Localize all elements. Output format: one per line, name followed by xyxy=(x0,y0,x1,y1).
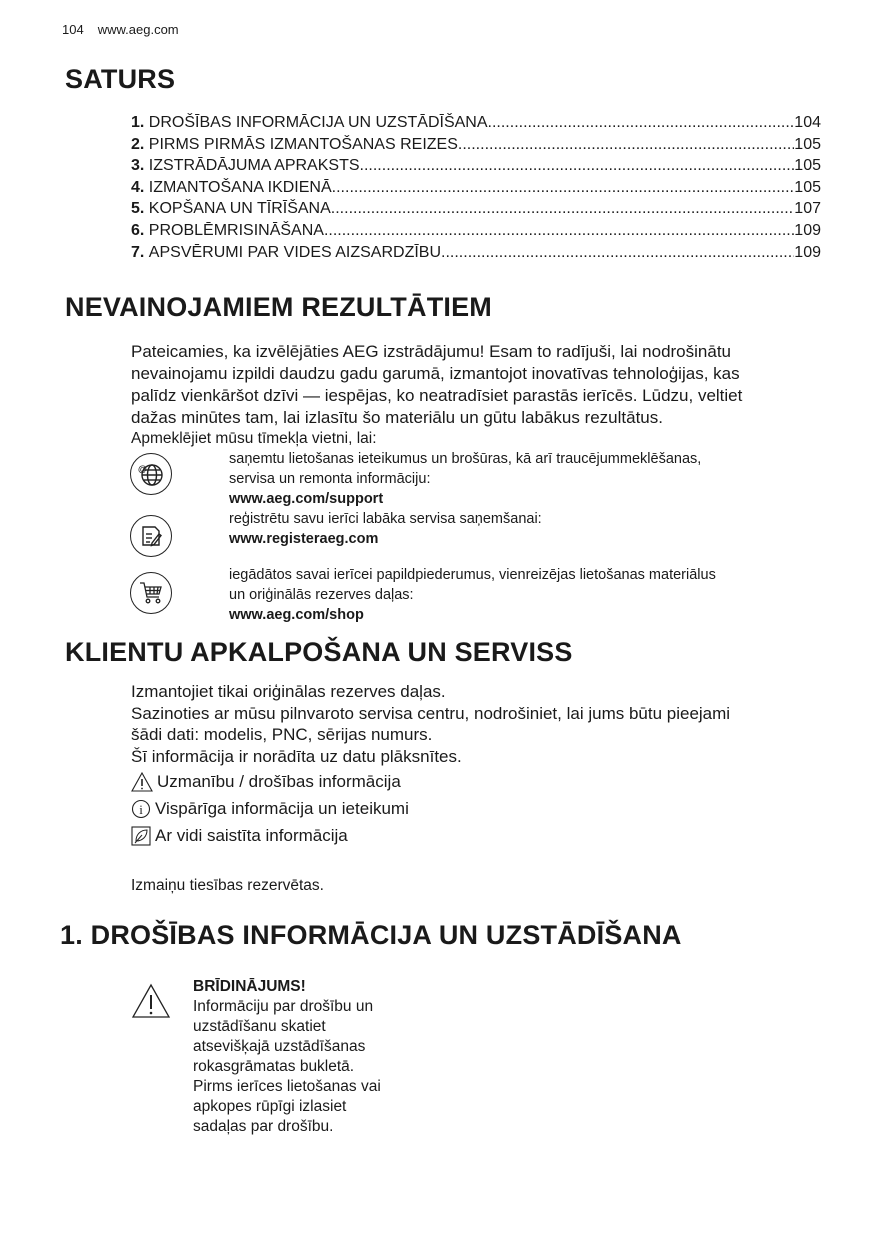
support-url-link[interactable]: www.aeg.com/support xyxy=(229,491,384,507)
text-line: nevainojamu izpildi daudzu gadu garumā, izmantojot inovatīvas tehnoloģijas, kas xyxy=(131,364,740,383)
warning-icon xyxy=(131,772,153,792)
text-line: Pateicamies, ka izvēlējāties AEG izstrādājumu! Esam to radījuši, lai nodrošinātu xyxy=(131,342,731,361)
warning-box xyxy=(193,977,381,1137)
text-line: Informāciju par drošību un xyxy=(193,998,374,1015)
page-number: 104 xyxy=(62,22,84,37)
warning-title: BRĪDINĀJUMS! xyxy=(193,978,306,995)
toc-page: 104 xyxy=(794,114,821,131)
text-line: Pirms ierīces lietošanas vai xyxy=(193,1078,381,1095)
toc-item[interactable] xyxy=(131,112,821,134)
svg-text:@: @ xyxy=(138,464,147,474)
toc-title: SATURS xyxy=(65,64,176,94)
toc-item[interactable] xyxy=(131,220,821,242)
svg-text:i: i xyxy=(139,801,143,817)
dot-leader xyxy=(441,242,794,264)
text-line: rokasgrāmatas bukletā. xyxy=(193,1058,355,1075)
globe-icon xyxy=(130,453,172,495)
page-header xyxy=(62,22,193,37)
text-line: saņemtu lietošanas ieteikumus un brošūras, kā arī traucējummeklēšanas, xyxy=(229,451,702,467)
site-url: www.aeg.com xyxy=(97,22,179,37)
toc-label: DROŠĪBAS INFORMĀCIJA UN UZSTĀDĪŠANA xyxy=(148,114,488,131)
toc-label: PROBLĒMRISINĀŠANA xyxy=(148,221,324,239)
text-line: servisa un remonta informāciju: xyxy=(229,471,431,487)
text-line: Izmantojiet tikai oriģinālas rezerves daļas. xyxy=(131,682,446,701)
toc-item[interactable] xyxy=(131,134,821,156)
note-text: Ar vidi saistīta informācija xyxy=(155,825,348,845)
toc-page: 105 xyxy=(794,157,821,175)
text-line: palīdz vienkāršot dzīvi — iespējas, ko neatradīsiet parastās ierīcēs. Lūdzu, veltiet xyxy=(131,386,743,405)
symbol-legend xyxy=(131,768,409,849)
text-line: šādi dati: modelis, PNC, sērijas numurs. xyxy=(131,725,433,744)
toc-number: 5. xyxy=(131,200,145,218)
results-intro xyxy=(131,341,742,449)
table-of-contents xyxy=(131,112,821,263)
text-line: iegādātos savai ierīcei papildpiederumus, vienreizējas lietošanas materiālus xyxy=(229,567,716,583)
toc-label: IZMANTOŠANA IKDIENĀ xyxy=(148,178,332,196)
note-text: Vispārīga informācija un ieteikumi xyxy=(155,798,409,818)
leaf-icon xyxy=(131,826,151,846)
text-line: reģistrētu savu ierīci labāka servisa saņemšanai: xyxy=(229,511,542,527)
toc-item[interactable] xyxy=(131,242,821,264)
info-icon xyxy=(131,799,151,819)
text-line: sadaļas par drošību. xyxy=(193,1118,334,1135)
text-line: Šī informācija ir norādīta uz datu plāksnītes. xyxy=(131,746,462,766)
toc-page: 105 xyxy=(794,178,821,196)
toc-page: 107 xyxy=(794,200,821,218)
toc-label: KOPŠANA UN TĪRĪŠANA xyxy=(148,200,331,218)
results-title: NEVAINOJAMIEM REZULTĀTIEM xyxy=(65,292,492,322)
dot-leader xyxy=(488,112,795,134)
toc-item[interactable] xyxy=(131,198,821,220)
dot-leader xyxy=(332,177,795,199)
dot-leader xyxy=(324,220,794,242)
text-line: dažas minūtes tam, lai izlasītu šo materiālu un gūtu labākus rezultātus. xyxy=(131,408,663,427)
text-line: uzstādīšanu skatiet xyxy=(193,1018,326,1035)
toc-number: 4. xyxy=(131,178,145,196)
section-1-title: 1. DROŠĪBAS INFORMĀCIJA UN UZSTĀDĪŠANA xyxy=(60,920,682,950)
text-line: apkopes rūpīgi izlasiet xyxy=(193,1098,347,1115)
text-line: un oriģinālās rezerves daļas: xyxy=(229,587,414,603)
text-line: atsevišķajā uzstādīšanas xyxy=(193,1038,366,1055)
warning-icon xyxy=(131,983,171,1019)
toc-number: 6. xyxy=(131,221,145,239)
cart-icon xyxy=(130,572,172,614)
toc-number: 3. xyxy=(131,157,145,175)
toc-page: 109 xyxy=(794,221,821,239)
register-icon xyxy=(130,515,172,557)
service-text xyxy=(131,681,730,767)
dot-leader xyxy=(331,198,795,220)
register-url-link[interactable]: www.registeraeg.com xyxy=(229,531,379,547)
service-title: KLIENTU APKALPOŠANA UN SERVISS xyxy=(65,637,573,667)
toc-label: APSVĒRUMI PAR VIDES AIZSARDZĪBU xyxy=(148,243,442,261)
toc-page: 105 xyxy=(794,135,821,153)
toc-number: 7. xyxy=(131,243,145,261)
toc-number: 2. xyxy=(131,135,145,153)
text-line: Sazinoties ar mūsu pilnvaroto servisa centru, nodrošiniet, lai jums būtu pieejami xyxy=(131,703,731,723)
toc-page: 109 xyxy=(794,243,821,261)
toc-item[interactable] xyxy=(131,177,821,199)
rights-notice: Izmaiņu tiesības rezervētas. xyxy=(131,877,324,894)
toc-label: PIRMS PIRMĀS IZMANTOŠANAS REIZES xyxy=(148,135,458,153)
shop-link-block xyxy=(229,565,716,625)
dot-leader xyxy=(360,155,795,177)
visit-line: Apmeklējiet mūsu tīmekļa vietni, lai: xyxy=(131,430,377,447)
toc-item[interactable] xyxy=(131,155,821,177)
shop-url-link[interactable]: www.aeg.com/shop xyxy=(229,607,364,623)
dot-leader xyxy=(458,134,794,156)
toc-label: IZSTRĀDĀJUMA APRAKSTS xyxy=(148,157,360,175)
toc-number: 1. xyxy=(131,114,145,131)
support-link-block xyxy=(229,449,701,549)
note-text: Uzmanību / drošības informācija xyxy=(157,771,401,791)
